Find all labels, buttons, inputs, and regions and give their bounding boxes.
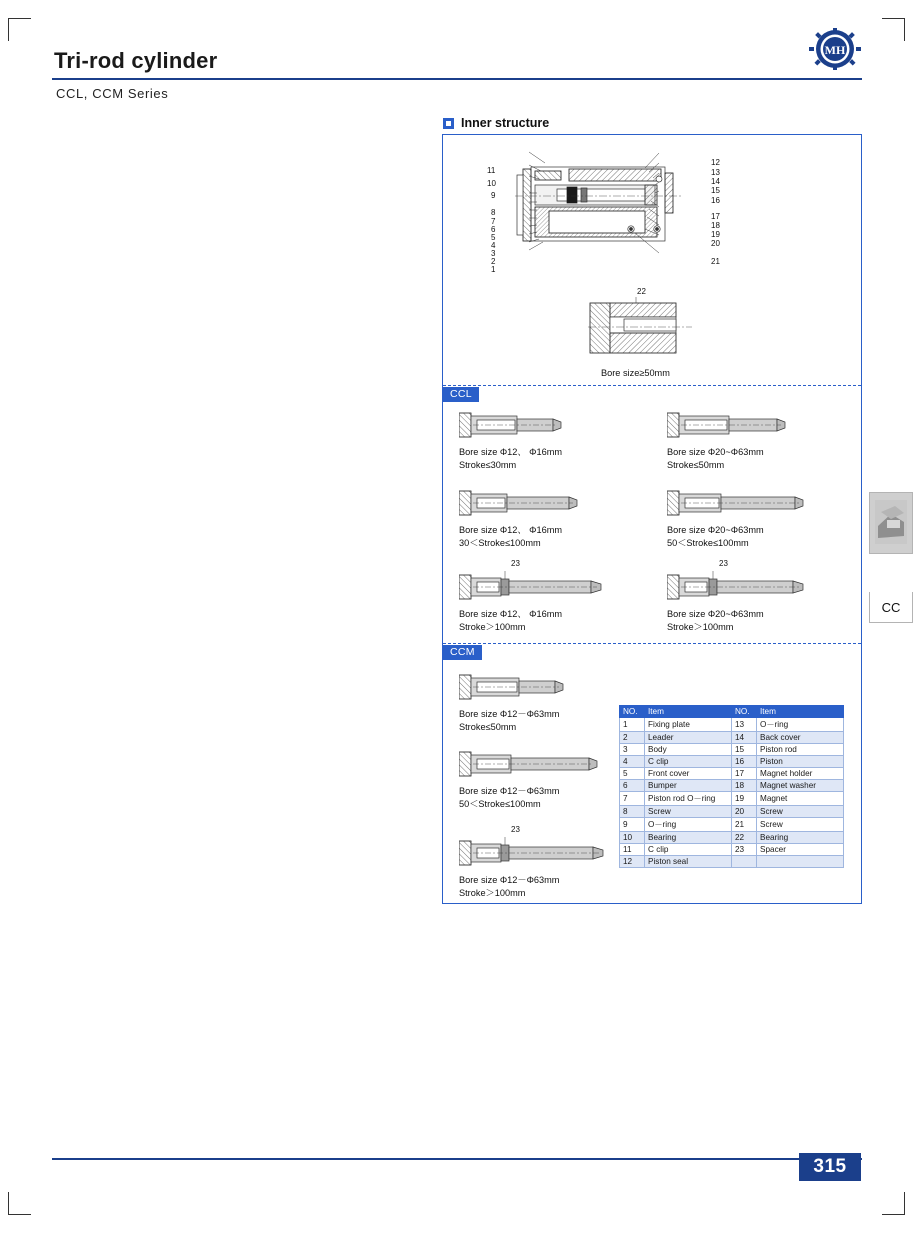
callout-3: 3 [491, 249, 496, 258]
side-tab-thumbnail[interactable] [869, 492, 913, 554]
ccl-variant-5-callout-23: 23 [511, 559, 520, 568]
table-row [620, 818, 844, 832]
page-subtitle: CCL, CCM Series [56, 86, 169, 101]
cell-item-right: Magnet washer [757, 780, 844, 792]
cell-item-right: O－ring [757, 718, 844, 732]
callout-19: 19 [711, 230, 720, 239]
ccm-variant-1-line2: Stroke≤50mm [459, 722, 517, 732]
ccl-variant-2-line1: Bore size Φ20~Φ63mm [667, 447, 764, 457]
cell-item-left: C clip [645, 756, 732, 768]
parts-table [619, 705, 844, 868]
table-row [620, 806, 844, 818]
ccl-variant-5-line1: Bore size Φ12、 Φ16mm [459, 609, 562, 619]
detail-bore-caption: Bore size≥50mm [601, 368, 670, 378]
callout-8: 8 [491, 208, 496, 217]
page-title: Tri-rod cylinder [54, 48, 218, 73]
callout-20: 20 [711, 239, 720, 248]
cell-no-left: 11 [620, 844, 645, 856]
cell-item-right: Piston rod [757, 744, 844, 756]
ccl-variant-1-line2: Stroke≤30mm [459, 460, 517, 470]
crop-mark-top-right [882, 18, 905, 41]
callout-6: 6 [491, 225, 496, 234]
section-heading-label: Inner structure [461, 116, 550, 130]
cell-item-left: Bumper [645, 780, 732, 792]
table-row [620, 768, 844, 780]
cell-item-right: Back cover [757, 732, 844, 744]
cell-no-right: 16 [732, 756, 757, 768]
cell-item-right: Magnet holder [757, 768, 844, 780]
parts-header-no-1: NO. [620, 706, 645, 718]
cell-no-left: 3 [620, 744, 645, 756]
ccl-variant-3-image [459, 487, 581, 519]
cell-item-right: Piston [757, 756, 844, 768]
table-row [620, 744, 844, 756]
ccl-variant-5-image [459, 571, 607, 603]
cell-item-left: Leader [645, 732, 732, 744]
group-tag-ccl: CCL [443, 387, 479, 402]
cell-no-left: 4 [620, 756, 645, 768]
ccl-variant-3-line1: Bore size Φ12、 Φ16mm [459, 525, 562, 535]
table-row [620, 792, 844, 806]
callout-7: 7 [491, 217, 496, 226]
callout-13: 13 [711, 168, 720, 177]
cell-no-right: 22 [732, 832, 757, 844]
header-divider [52, 78, 862, 80]
cell-item-left: Front cover [645, 768, 732, 780]
table-row [620, 780, 844, 792]
group-tag-ccm: CCM [443, 645, 482, 660]
ccl-variant-6-callout-23: 23 [719, 559, 728, 568]
section-heading [443, 116, 549, 130]
callout-18: 18 [711, 221, 720, 230]
callout-22: 22 [637, 287, 646, 296]
cell-item-right: Screw [757, 806, 844, 818]
cell-item-left: Bearing [645, 832, 732, 844]
cell-no-left: 10 [620, 832, 645, 844]
ccm-variant-3-line2: Stroke＞100mm [459, 888, 526, 898]
crop-mark-bottom-right [882, 1192, 905, 1215]
cutaway-assembly-diagram [509, 149, 689, 274]
section-separator-1 [443, 385, 861, 386]
ccm-variant-3-line1: Bore size Φ12－Φ63mm [459, 875, 560, 885]
cell-no-left: 9 [620, 818, 645, 832]
callout-4: 4 [491, 241, 496, 250]
callout-2: 2 [491, 257, 496, 266]
cell-no-right: 21 [732, 818, 757, 832]
ccm-variant-1-image [459, 671, 567, 703]
section-separator-2 [443, 643, 861, 644]
parts-header-no-2: NO. [732, 706, 757, 718]
cell-item-left: O－ring [645, 818, 732, 832]
page-number: 315 [799, 1153, 861, 1181]
callout-5: 5 [491, 233, 496, 242]
ccl-variant-6-image [667, 571, 809, 603]
callout-11: 11 [487, 166, 496, 175]
parts-header-item-1: Item [645, 706, 732, 718]
ccl-variant-2-line2: Stroke≤50mm [667, 460, 725, 470]
ccl-variant-4-image [667, 487, 807, 519]
table-row [620, 832, 844, 844]
cell-no-right: 13 [732, 718, 757, 732]
cell-item-right: Screw [757, 818, 844, 832]
crop-mark-bottom-left [8, 1192, 31, 1215]
cell-item-left: C clip [645, 844, 732, 856]
ccm-variant-3-callout-23: 23 [511, 825, 520, 834]
cell-no-right: 14 [732, 732, 757, 744]
cell-no-left: 8 [620, 806, 645, 818]
ccl-variant-4-line2: 50＜Stroke≤100mm [667, 538, 749, 548]
ccm-variant-2-line2: 50＜Stroke≤100mm [459, 799, 541, 809]
cell-no-left: 7 [620, 792, 645, 806]
ccm-variant-2-line1: Bore size Φ12－Φ63mm [459, 786, 560, 796]
cell-no-left: 2 [620, 732, 645, 744]
cell-item-left: Screw [645, 806, 732, 818]
cell-no-right: 17 [732, 768, 757, 780]
cell-no-right: 18 [732, 780, 757, 792]
callout-12: 12 [711, 158, 720, 167]
callout-16: 16 [711, 196, 720, 205]
side-tab-label[interactable]: CC [869, 592, 913, 623]
cell-item-left: Piston seal [645, 856, 732, 868]
cell-no-right: 23 [732, 844, 757, 856]
cell-item-right [757, 856, 844, 868]
ccl-variant-1-line1: Bore size Φ12、 Φ16mm [459, 447, 562, 457]
footer-divider [52, 1158, 862, 1160]
cell-item-left: Body [645, 744, 732, 756]
ccl-variant-3-line2: 30＜Stroke≤100mm [459, 538, 541, 548]
ccm-variant-2-image [459, 748, 601, 780]
cell-item-right: Spacer [757, 844, 844, 856]
callout-15: 15 [711, 186, 720, 195]
ccl-variant-4-line1: Bore size Φ20~Φ63mm [667, 525, 764, 535]
table-row [620, 844, 844, 856]
crop-mark-top-left [8, 18, 31, 41]
cell-no-left: 5 [620, 768, 645, 780]
table-row [620, 856, 844, 868]
callout-9: 9 [491, 191, 496, 200]
svg-text:MH: MH [824, 43, 846, 57]
cell-no-right: 15 [732, 744, 757, 756]
company-logo [809, 28, 861, 70]
table-row [620, 732, 844, 744]
cell-no-right: 19 [732, 792, 757, 806]
cell-item-right: Bearing [757, 832, 844, 844]
cell-no-left: 6 [620, 780, 645, 792]
cell-item-left: Fixing plate [645, 718, 732, 732]
detail-bore-diagram [588, 297, 698, 359]
cell-item-right: Magnet [757, 792, 844, 806]
callout-10: 10 [487, 179, 496, 188]
ccl-variant-2-image [667, 409, 789, 441]
callout-17: 17 [711, 212, 720, 221]
ccm-variant-3-image [459, 837, 609, 869]
callout-14: 14 [711, 177, 720, 186]
cell-item-left: Piston rod O－ring [645, 792, 732, 806]
ccl-variant-5-line2: Stroke＞100mm [459, 622, 526, 632]
table-row [620, 718, 844, 732]
product-thumbnail-image [875, 500, 907, 544]
ccl-variant-6-line2: Stroke＞100mm [667, 622, 734, 632]
ccm-variant-1-line1: Bore size Φ12－Φ63mm [459, 709, 560, 719]
parts-header-item-2: Item [757, 706, 844, 718]
cell-no-left: 12 [620, 856, 645, 868]
ccl-variant-1-image [459, 409, 565, 441]
callout-1: 1 [491, 265, 496, 274]
table-row [620, 756, 844, 768]
cell-no-right [732, 856, 757, 868]
square-bullet-icon [443, 118, 454, 129]
parts-table-header-row [620, 706, 844, 718]
callout-21: 21 [711, 257, 720, 266]
cell-no-right: 20 [732, 806, 757, 818]
cell-no-left: 1 [620, 718, 645, 732]
ccl-variant-6-line1: Bore size Φ20~Φ63mm [667, 609, 764, 619]
